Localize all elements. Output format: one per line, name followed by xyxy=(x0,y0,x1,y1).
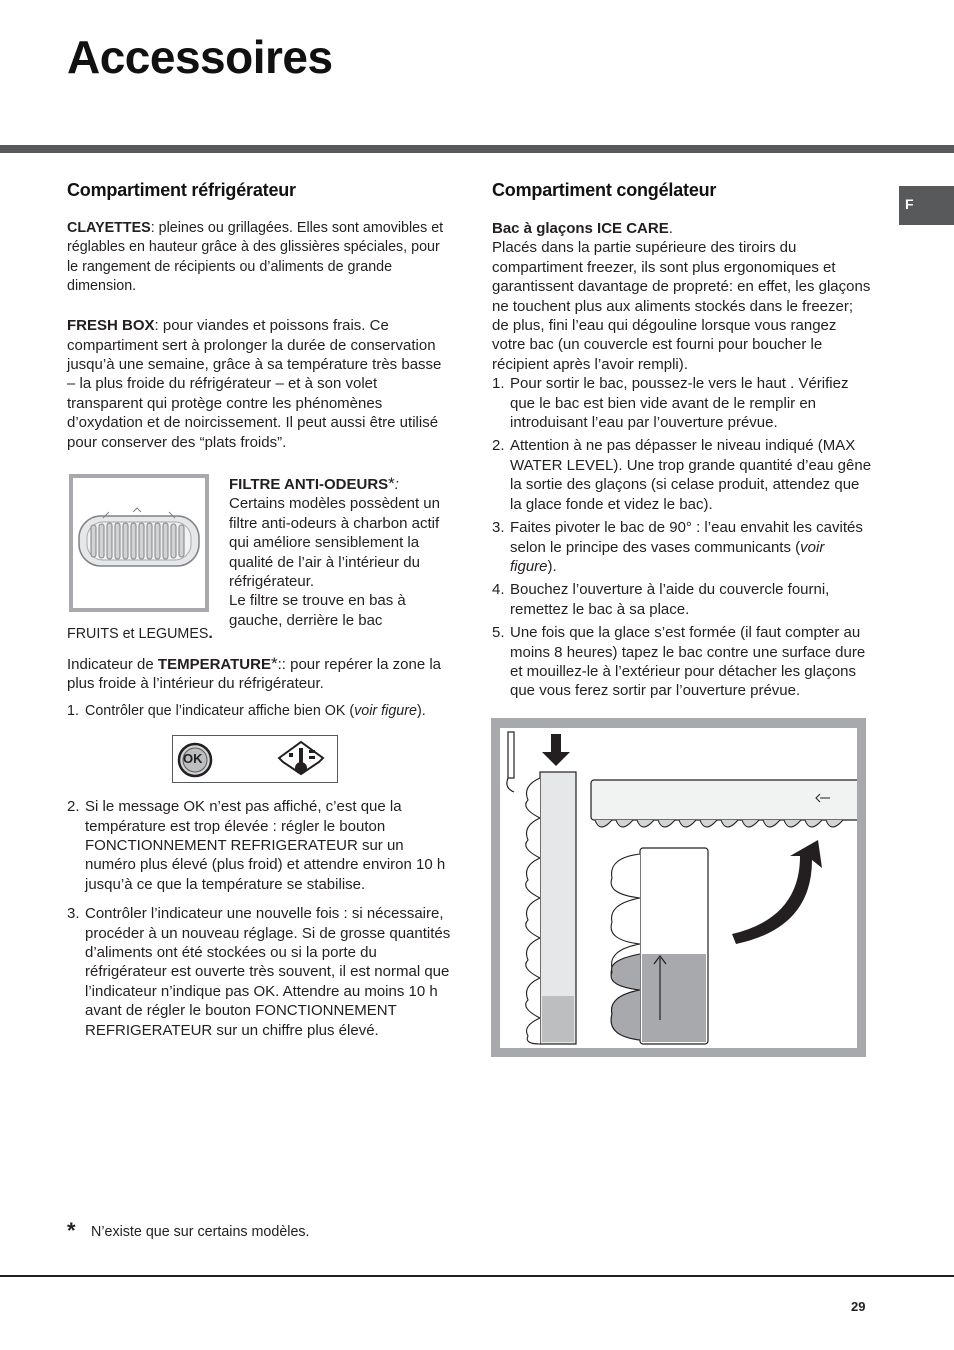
clayettes-label: CLAYETTES xyxy=(67,220,151,236)
fresh-box-label: FRESH BOX xyxy=(67,317,155,335)
refrigerator-heading: Compartiment réfrigérateur xyxy=(67,180,296,200)
list-item xyxy=(492,623,872,701)
ice-tray-steps xyxy=(492,374,872,701)
step-italic: voir figure xyxy=(354,702,417,719)
ice-care-intro: Placés dans la partie supérieure des tiroirs du compartiment freezer, ils sont plus ergonomiques et garantissent davantage de propreté: en effet, les glaçons ne touchent plus aux aliments stockés dans le freezer; de plus, fini l’eau qui dégouline lorsque vous rangez votre bac (un couvercle est fourni pour boucher le récipient après l’avoir rempli). xyxy=(492,239,871,373)
list-item xyxy=(492,374,872,432)
freezer-section xyxy=(492,180,872,701)
ok-icon-label: OK xyxy=(183,751,203,767)
temperature-paragraph xyxy=(67,654,452,694)
step-italic: voir figure xyxy=(510,538,825,575)
filter-tail-dot: . xyxy=(208,625,213,643)
step-number: 3. xyxy=(492,519,505,537)
list-item xyxy=(492,436,872,514)
step-text: Bouchez l’ouverture à l’aide du couvercle fourni, remettez le bac à sa place. xyxy=(510,581,830,618)
ice-care-paragraph xyxy=(492,219,872,374)
language-tab: F xyxy=(899,186,954,225)
ice-care-label: Bac à glaçons ICE CARE xyxy=(492,220,669,237)
step-end: ). xyxy=(416,702,426,719)
step-text: Une fois que la glace s’est formée (il faut compter au moins 8 heures) tapez le bac contre une surface dure et mouillez-le à l’extérieur pour détacher les glaçons que vous ferez sortir par l’ouverture prévue. xyxy=(510,624,866,700)
ice-tray-figure xyxy=(491,718,866,1057)
step-text: Faites pivoter le bac de 90° : l’eau envahit les cavités selon le principe des vases communicants ( xyxy=(510,519,863,556)
step-number: 1. xyxy=(67,702,79,719)
footer-divider xyxy=(0,1275,954,1277)
clayettes-text: : pleines ou grillagées. Elles sont amovibles et réglables en hauteur grâce à des glissières spéciales, pour le rangement de récipients ou d’aliments de grande dimension. xyxy=(67,220,444,294)
header-divider xyxy=(0,145,954,153)
filter-tail-text: FRUITS et LEGUMES xyxy=(67,626,209,643)
step-number: 4. xyxy=(492,581,505,599)
temperature-star: * xyxy=(270,654,278,674)
carbon-filter-illustration xyxy=(69,474,209,612)
page-number: 29 xyxy=(851,1299,866,1314)
step-text: Contrôler l’indicateur une nouvelle fois : si nécessaire, procéder à un nouveau réglage. Si de grosse quantités d’aliments ont été stockées ou si la porte du réfrigérateur est ouverte très souvent, il est normal que l’indicateur n’indique pas OK. Attendre au moins 10 h avant de régler le bouton FONCTIONNEMENT REFRIGERATEUR sur un chiffre plus élevé. xyxy=(85,905,451,1039)
footnote-text: N’existe que sur certains modèles. xyxy=(91,1224,310,1240)
footnote-star: * xyxy=(67,1218,76,1243)
page-title: Accessoires xyxy=(67,31,333,83)
step-text: Si le message OK n’est pas affiché, c’est que la température est trop élevée : régler le bouton FONCTIONNEMENT REFRIGERATEUR sur un numéro plus élevé (plus froid) et attendre environ 10 h jusqu’à ce que la température se stabilise. xyxy=(85,798,446,893)
step-number: 2. xyxy=(492,437,505,455)
step-end: ). xyxy=(547,557,557,575)
list-item xyxy=(492,518,872,576)
step-number: 5. xyxy=(492,624,505,642)
temperature-prefix: Indicateur de xyxy=(67,656,158,674)
refrigerator-section xyxy=(67,180,452,1040)
filter-label: FILTRE ANTI-ODEURS xyxy=(229,476,389,494)
filter-location: Le filtre se trouve en bas à gauche, derrière le bac xyxy=(229,592,406,629)
ice-tray-figure-canvas xyxy=(500,728,857,1048)
ice-tray-illustration xyxy=(500,728,857,1048)
step-number: 2. xyxy=(67,798,80,816)
step-number: 1. xyxy=(492,375,505,393)
filter-description xyxy=(229,474,453,630)
step-number: 3. xyxy=(67,905,80,923)
filter-star: * xyxy=(388,474,395,494)
fresh-box-paragraph xyxy=(67,316,452,452)
list-item xyxy=(67,702,452,721)
list-item xyxy=(492,580,872,619)
filter-colon: : xyxy=(394,476,399,494)
list-item xyxy=(67,904,452,1040)
temperature-steps xyxy=(67,797,452,1040)
temperature-label: TEMPERATURE xyxy=(157,656,271,674)
filter-tail xyxy=(67,624,213,644)
temperature-text: :: pour repérer la zone la plus froide à l’intérieur du réfrigérateur. xyxy=(67,656,442,693)
step-text: Pour sortir le bac, poussez-le vers le haut . Vérifiez que le bac est bien vide avant de le remplir en introduisant l’eau par l’ouverture prévue. xyxy=(510,375,849,432)
ice-care-dot: . xyxy=(668,220,673,237)
filter-block xyxy=(67,474,452,654)
carbon-filter-icon xyxy=(73,478,205,608)
temperature-step-1 xyxy=(67,702,452,721)
step-text: Contrôler que l’indicateur affiche bien OK ( xyxy=(85,702,355,719)
list-item xyxy=(67,797,452,894)
clayettes-paragraph xyxy=(67,219,452,296)
step-text: Attention à ne pas dépasser le niveau indiqué (MAX WATER LEVEL). Une trop grande quantité d’eau gêne la sortie des glaçons (si celase produit, attendez que la glace fonde et videz le bac). xyxy=(510,437,872,513)
freezer-heading: Compartiment congélateur xyxy=(492,180,717,200)
temperature-indicator-illustration xyxy=(172,735,338,783)
fresh-box-text: : pour viandes et poissons frais. Ce compartiment sert à prolonger la durée de conservation jusqu’à une semaine, grâce à sa température très basse – la plus froide du réfrigérateur – et à son volet transparent qui protège contre les phénomènes d’oxydation et de noircissement. Il peut aussi être utilisé pour conserver des “plats froids”. xyxy=(67,317,442,451)
filter-text: Certains modèles possèdent un filtre anti-odeurs à charbon actif qui améliore sensiblement la qualité de l’air à l’intérieur du réfrigérateur. xyxy=(229,495,440,591)
